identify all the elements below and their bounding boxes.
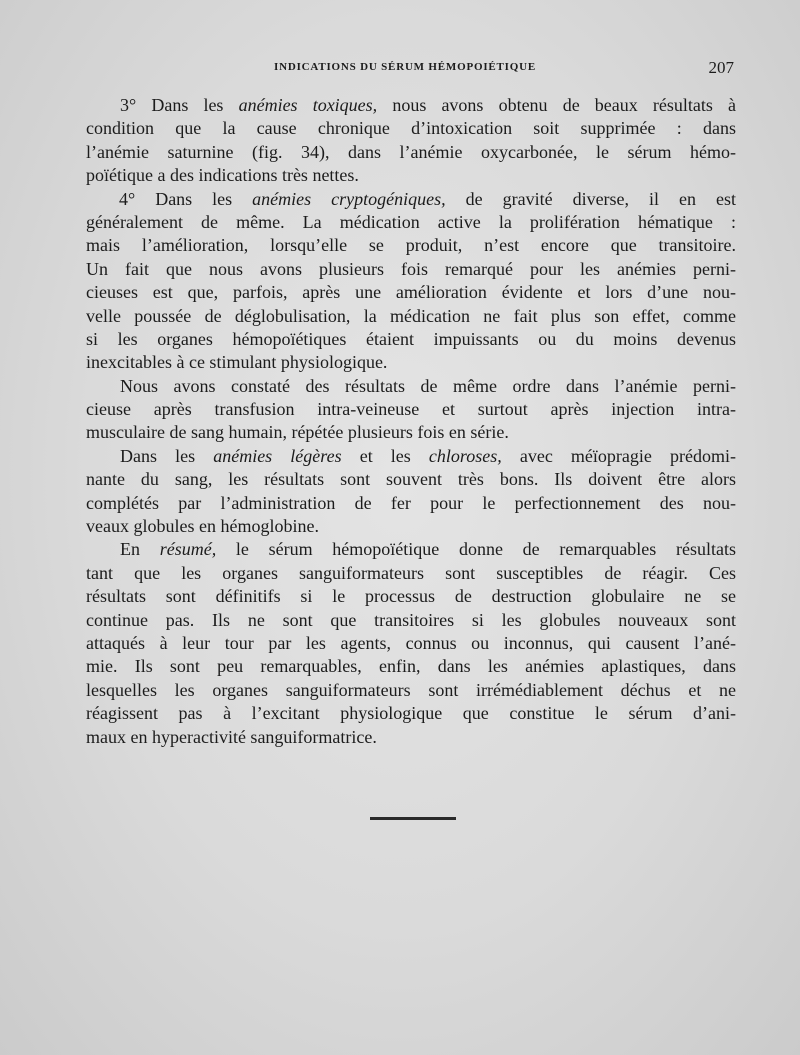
text-line: condition que la cause chronique d’intoxication soit supprimée : dans xyxy=(86,118,736,139)
text-line: veaux globules en hémoglobine. xyxy=(86,516,319,537)
paragraph-summary xyxy=(86,538,736,749)
paragraph-light-anemias xyxy=(86,445,736,539)
text-line: lesquelles les organes sanguiformateurs sont irrémédiablement déchus et ne xyxy=(86,679,736,700)
text-line: si les organes hémopoïétiques étaient impuissants ou du moins devenus xyxy=(86,328,736,349)
text-line: tant que les organes sanguiformateurs sont susceptibles de réagir. Ces xyxy=(86,562,736,583)
text-line: réagissent pas à l’excitant physiologique que constitue le sérum d’ani- xyxy=(86,703,736,724)
text-line: l’anémie saturnine (fig. 34), dans l’anémie oxycarbonée, le sérum hémo- xyxy=(86,141,736,162)
text-line: Dans les anémies légères et les chloroses, avec méïopragie prédomi- xyxy=(120,445,736,466)
text-line: généralement de même. La médication active la prolifération hématique : xyxy=(86,211,736,232)
text-line: cieuses est que, parfois, après une amélioration évidente et lors d’une nou- xyxy=(86,282,736,303)
body-text xyxy=(86,94,736,749)
page-number: 207 xyxy=(708,58,734,77)
text-line: mie. Ils sont peu remarquables, enfin, dans les anémies aplastiques, dans xyxy=(86,656,736,677)
text-line: maux en hyperactivité sanguiformatrice. xyxy=(86,726,377,747)
text-line: continue pas. Ils ne sont que transitoires si les globules nouveaux sont xyxy=(86,609,736,630)
text-line: velle poussée de déglobulisation, la médication ne fait plus son effet, comme xyxy=(86,305,736,326)
text-line: 4° Dans les anémies cryptogéniques, de gravité diverse, il en est xyxy=(119,188,736,209)
running-title: INDICATIONS DU SÉRUM HÉMOPOIÉTIQUE xyxy=(274,61,536,73)
running-head xyxy=(86,58,734,82)
paragraph-toxic-anemias xyxy=(86,94,736,188)
text-line: 3° Dans les anémies toxiques, nous avons obtenu de beaux résultats à xyxy=(120,95,736,115)
text-line: mais l’amélioration, lorsqu’elle se produit, n’est encore que transitoire. xyxy=(86,235,736,256)
section-end-rule xyxy=(370,817,456,820)
text-line: complétés par l’administration de fer pour le perfectionnement des nou- xyxy=(86,492,736,513)
text-line: En résumé, le sérum hémopoïétique donne de remarquables résultats xyxy=(120,539,736,560)
text-line: Nous avons constaté des résultats de même ordre dans l’anémie perni- xyxy=(120,375,736,396)
text-line: inexcitables à ce stimulant physiologique. xyxy=(86,352,388,373)
paragraph-pernicious-anemia xyxy=(86,375,736,445)
text-line: attaqués à leur tour par les agents, connus ou inconnus, qui causent l’ané- xyxy=(86,632,736,653)
text-line: nante du sang, les résultats sont souvent très bons. Ils doivent être alors xyxy=(86,469,736,490)
text-line: musculaire de sang humain, répétée plusieurs fois en série. xyxy=(86,422,509,443)
text-line: poïétique a des indications très nettes. xyxy=(86,165,359,186)
text-line: résultats sont définitifs si le processus de destruction globulaire ne se xyxy=(86,586,736,607)
text-line: cieuse après transfusion intra-veineuse et surtout après injection intra- xyxy=(86,399,736,420)
text-line: Un fait que nous avons plusieurs fois remarqué pour les anémies perni- xyxy=(86,258,736,279)
paragraph-cryptogenic-anemias xyxy=(86,188,736,375)
